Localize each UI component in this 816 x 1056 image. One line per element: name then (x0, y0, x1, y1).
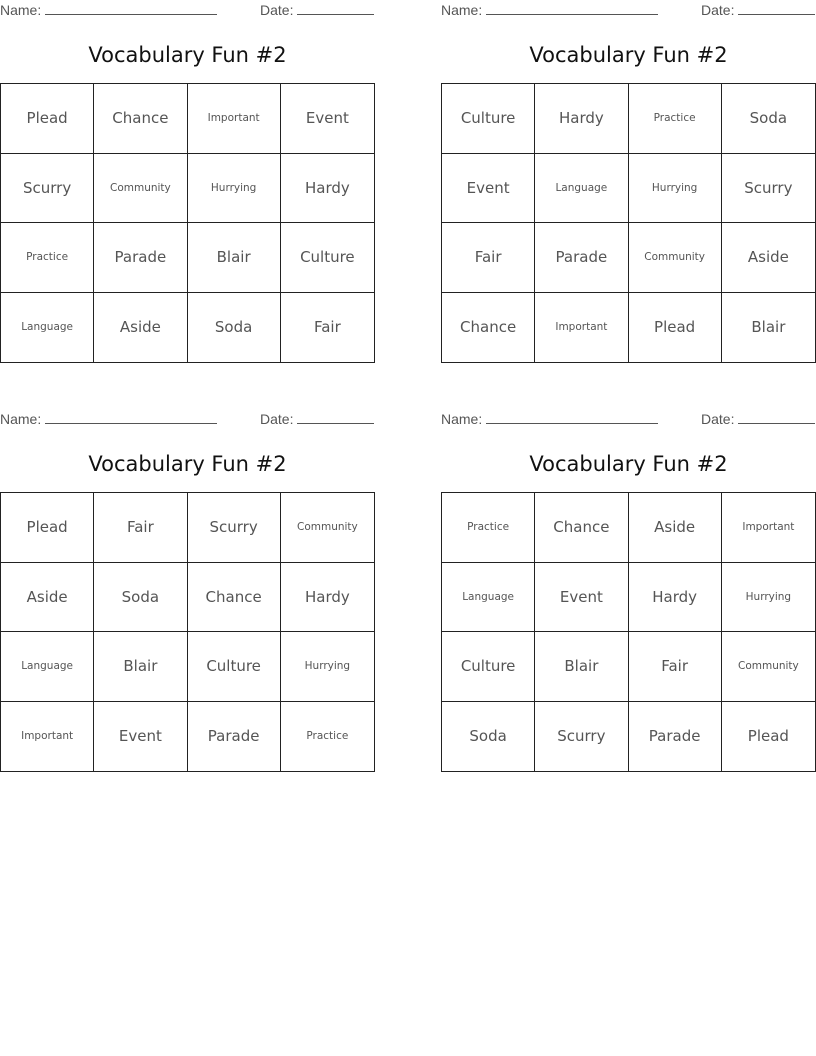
name-blank-line (486, 411, 658, 424)
name-label: Name: (0, 2, 42, 18)
word-cell[interactable]: Important (722, 493, 815, 563)
word-cell[interactable]: Soda (188, 293, 281, 363)
word-cell[interactable]: Aside (722, 223, 815, 293)
word-cell[interactable]: Parade (188, 702, 281, 772)
word-cell[interactable]: Scurry (722, 154, 815, 224)
date-label: Date: (701, 411, 735, 427)
date-label: Date: (701, 2, 735, 18)
word-cell[interactable]: Parade (535, 223, 628, 293)
word-cell[interactable]: Chance (188, 563, 281, 633)
date-field[interactable] (260, 411, 374, 427)
name-date-row (441, 411, 816, 429)
word-cell[interactable]: Community (629, 223, 722, 293)
word-cell[interactable]: Blair (751, 318, 786, 337)
word-cell[interactable]: Scurry (1, 154, 94, 224)
name-label: Name: (441, 411, 483, 427)
word-cell[interactable]: Aside (629, 493, 722, 563)
word-cell[interactable]: Hardy (629, 563, 722, 633)
date-field[interactable] (260, 2, 374, 18)
date-field[interactable] (701, 2, 815, 18)
word-cell[interactable]: Culture (442, 632, 535, 702)
date-blank-line (297, 2, 374, 15)
date-blank-line (738, 411, 815, 424)
word-cell[interactable]: Hurrying (629, 154, 722, 224)
word-cell[interactable]: Fair (94, 493, 187, 563)
word-cell[interactable]: Blair (535, 632, 628, 702)
word-cell[interactable]: Language (1, 632, 94, 702)
word-cell[interactable]: Hurrying (722, 563, 815, 633)
name-blank-line (45, 2, 217, 15)
word-cell[interactable]: Hardy (281, 563, 374, 633)
word-grid (441, 83, 816, 363)
word-cell[interactable]: Event (442, 154, 535, 224)
word-cell[interactable]: Plead (747, 727, 789, 746)
word-cell[interactable]: Scurry (188, 493, 281, 563)
word-cell[interactable]: Practice (629, 84, 722, 154)
word-cell[interactable]: Practice (306, 730, 349, 743)
word-cell[interactable]: Plead (1, 493, 94, 563)
word-cell[interactable]: Language (1, 293, 94, 363)
card-title: Vocabulary Fun #2 (88, 452, 287, 476)
word-cell[interactable]: Practice (442, 493, 535, 563)
date-blank-line (297, 411, 374, 424)
word-cell[interactable]: Community (722, 632, 815, 702)
name-label: Name: (0, 411, 42, 427)
word-cell[interactable]: Event (535, 563, 628, 633)
name-blank-line (486, 2, 658, 15)
word-cell[interactable]: Fair (442, 223, 535, 293)
word-cell[interactable]: Soda (94, 563, 187, 633)
word-cell[interactable]: Blair (188, 223, 281, 293)
name-label: Name: (441, 2, 483, 18)
word-cell[interactable]: Blair (94, 632, 187, 702)
word-cell[interactable]: Culture (442, 84, 535, 154)
word-cell[interactable]: Parade (629, 702, 722, 772)
name-date-row (0, 411, 375, 429)
name-field[interactable] (0, 2, 217, 18)
word-cell[interactable]: Plead (629, 293, 722, 363)
word-cell[interactable]: Community (281, 493, 374, 563)
word-cell[interactable]: Fair (313, 318, 341, 337)
date-label: Date: (260, 411, 294, 427)
name-field[interactable] (441, 411, 658, 427)
word-cell[interactable]: Language (535, 154, 628, 224)
word-cell[interactable]: Plead (1, 84, 94, 154)
word-cell[interactable]: Important (1, 702, 94, 772)
date-label: Date: (260, 2, 294, 18)
word-cell[interactable]: Chance (442, 293, 535, 363)
word-cell[interactable]: Soda (442, 702, 535, 772)
name-date-row (0, 2, 375, 20)
word-cell[interactable]: Hardy (535, 84, 628, 154)
name-blank-line (45, 411, 217, 424)
card-title: Vocabulary Fun #2 (529, 452, 728, 476)
word-grid (0, 83, 375, 363)
word-cell[interactable]: Event (281, 84, 374, 154)
word-cell[interactable]: Soda (722, 84, 815, 154)
word-cell[interactable]: Hurrying (188, 154, 281, 224)
card-title: Vocabulary Fun #2 (529, 43, 728, 67)
word-cell[interactable]: Fair (629, 632, 722, 702)
name-date-row (441, 2, 816, 20)
word-cell[interactable]: Culture (281, 223, 374, 293)
word-cell[interactable]: Event (94, 702, 187, 772)
word-cell[interactable]: Language (442, 563, 535, 633)
date-field[interactable] (701, 411, 815, 427)
word-cell[interactable]: Aside (1, 563, 94, 633)
card-title: Vocabulary Fun #2 (88, 43, 287, 67)
name-field[interactable] (0, 411, 217, 427)
word-cell[interactable]: Chance (94, 84, 187, 154)
word-cell[interactable]: Hurrying (281, 632, 374, 702)
word-cell[interactable]: Scurry (535, 702, 628, 772)
word-cell[interactable]: Culture (188, 632, 281, 702)
word-cell[interactable]: Chance (535, 493, 628, 563)
word-cell[interactable]: Community (94, 154, 187, 224)
name-field[interactable] (441, 2, 658, 18)
date-blank-line (738, 2, 815, 15)
word-cell[interactable]: Parade (94, 223, 187, 293)
word-grid (0, 492, 375, 772)
word-cell[interactable]: Hardy (281, 154, 374, 224)
word-cell[interactable]: Important (188, 84, 281, 154)
word-cell[interactable]: Important (535, 293, 628, 363)
word-grid (441, 492, 816, 772)
word-cell[interactable]: Aside (94, 293, 187, 363)
word-cell[interactable]: Practice (1, 223, 94, 293)
